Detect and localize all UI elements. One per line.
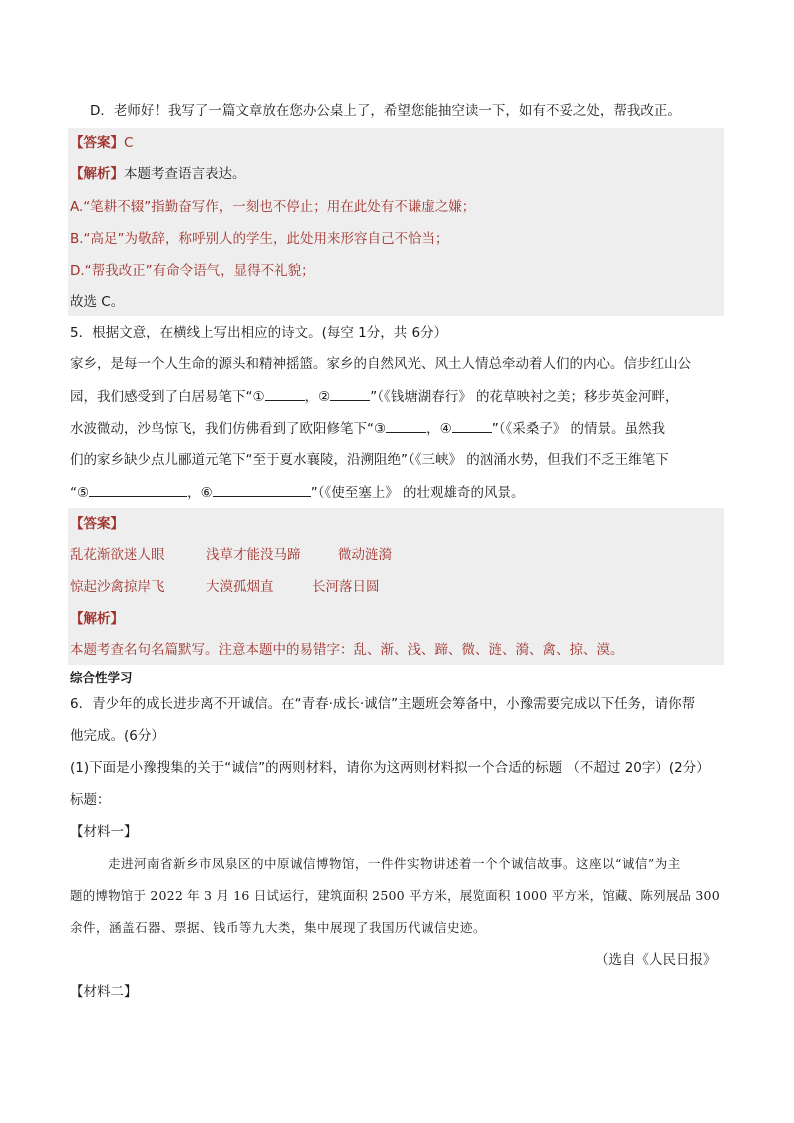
title-label: 标题： — [70, 792, 111, 808]
q6-question-line-2: 他完成。(6分） — [70, 728, 165, 744]
section-heading: 综合性学习 — [70, 670, 133, 685]
answer-5: 大漠孤烟直 — [206, 579, 274, 595]
answer-1: 乱花渐欲迷人眼 — [70, 547, 165, 563]
answer-4: 惊起沙禽掠岸飞 — [70, 579, 165, 595]
blank-3-marker: ③ — [374, 421, 387, 437]
q6-question-line-1: 6．青少年的成长进步离不开诚信。在“青春·成长·诚信”主题班会筹备中，小豫需要完成以下任务，请你帮 — [70, 696, 696, 712]
q4-option-d: D．老师好！我写了一篇文章放在您办公桌上了，希望您能抽空读一下，如有不妥之处，帮我改正。 — [90, 103, 681, 119]
q4-answer-label: 【答案】 — [70, 135, 124, 151]
q5-paragraph-line-1: 家乡，是每一个人生命的源头和精神摇篮。家乡的自然风光、风土人情总牵动着人们的内心。信步红山公 — [70, 356, 691, 372]
material-2-label: 【材料二】 — [70, 984, 138, 1000]
q4-analysis-d: D.“帮我改正”有命令语气，显得不礼貌； — [70, 263, 315, 279]
blank-5[interactable] — [89, 482, 187, 497]
q4-analysis-line — [70, 164, 246, 184]
blank-5-marker: ⑤ — [77, 485, 90, 501]
q5-paragraph-line-3: 水波微动，沙鸟惊飞，我们仿佛看到了欧阳修笔下“③ ，④ ”（《采桑子》 的情景。虽然我 — [70, 418, 665, 439]
material-1-line-1: 走进河南省新乡市凤泉区的中原诚信博物馆，一件件实物讲述着一个个诚信故事。这座以“诚信”为主 — [108, 856, 681, 871]
q4-answer-block — [68, 128, 724, 316]
material-1-line-3: 余件，涵盖石器、票据、钱币等九大类，集中展现了我国历代诚信史迹。 — [70, 920, 487, 935]
q5-analysis-text: 本题考查名句名篇默写。注意本题中的易错字：乱、渐、浅、蹄、微、涟、漪、禽、掠、漠。 — [70, 642, 624, 658]
material-1-source: （选自《人民日报》 — [595, 952, 717, 968]
q4-analysis-a: A.“笔耕不辍”指勤奋写作，一刻也不停止；用在此处有不谦虚之嫌； — [70, 199, 476, 215]
q4-analysis-b: B.“高足”为敬辞，称呼别人的学生，此处用来形容自己不恰当； — [70, 231, 449, 247]
q5-paragraph-line-4: 们的家乡缺少点儿郦道元笔下“至于夏水襄陵，沿溯阻绝”（《三峡》 的汹涌水势，但我们不乏王维笔下 — [70, 452, 669, 468]
answer-6: 长河落日圆 — [312, 579, 380, 595]
q6-sub-question-1: (1)下面是小豫搜集的关于“诚信”的两则材料，请你为这两则材料拟一个合适的标题 （不超过 20字）(2分） — [70, 760, 710, 776]
blank-2[interactable] — [330, 386, 370, 401]
blank-4[interactable] — [452, 418, 492, 433]
q5-paragraph-line-5: “⑤ ，⑥ ”（《使至塞上》 的壮观雄奇的风景。 — [70, 482, 525, 503]
q4-analysis-label: 【解析】 — [70, 166, 124, 182]
blank-3[interactable] — [386, 418, 426, 433]
blank-6-marker: ⑥ — [200, 485, 213, 501]
q4-answer-line — [70, 133, 133, 153]
q5-question: 5．根据文意，在横线上写出相应的诗文。(每空 1分，共 6分） — [70, 325, 448, 341]
q5-analysis-label: 【解析】 — [70, 611, 124, 627]
blank-6[interactable] — [213, 482, 311, 497]
q4-analysis-text: 本题考查语言表达。 — [124, 166, 246, 182]
answer-2: 浅草才能没马蹄 — [206, 547, 301, 563]
q5-answers-row-1 — [70, 545, 392, 565]
answer-3: 微动涟漪 — [338, 547, 392, 563]
q5-paragraph-line-2: 园，我们感受到了白居易笔下“① ，② ”（《钱塘湖春行》 的花草映衬之美；移步英金河畔， — [70, 386, 679, 407]
blank-1[interactable] — [265, 386, 305, 401]
q4-conclusion: 故选 C。 — [70, 294, 125, 310]
q4-answer-value: C — [124, 135, 134, 151]
material-1-line-2: 题的博物馆于 2022 年 3 月 16 日试运行，建筑面积 2500 平方米，展览面积 1000 平方米，馆藏、陈列展品 300 — [70, 888, 720, 903]
material-1-label: 【材料一】 — [70, 824, 138, 840]
blank-2-marker: ② — [318, 389, 331, 405]
blank-4-marker: ④ — [439, 421, 452, 437]
q5-answer-label: 【答案】 — [70, 516, 124, 532]
blank-1-marker: ① — [252, 389, 265, 405]
q5-answers-row-2 — [70, 577, 380, 597]
